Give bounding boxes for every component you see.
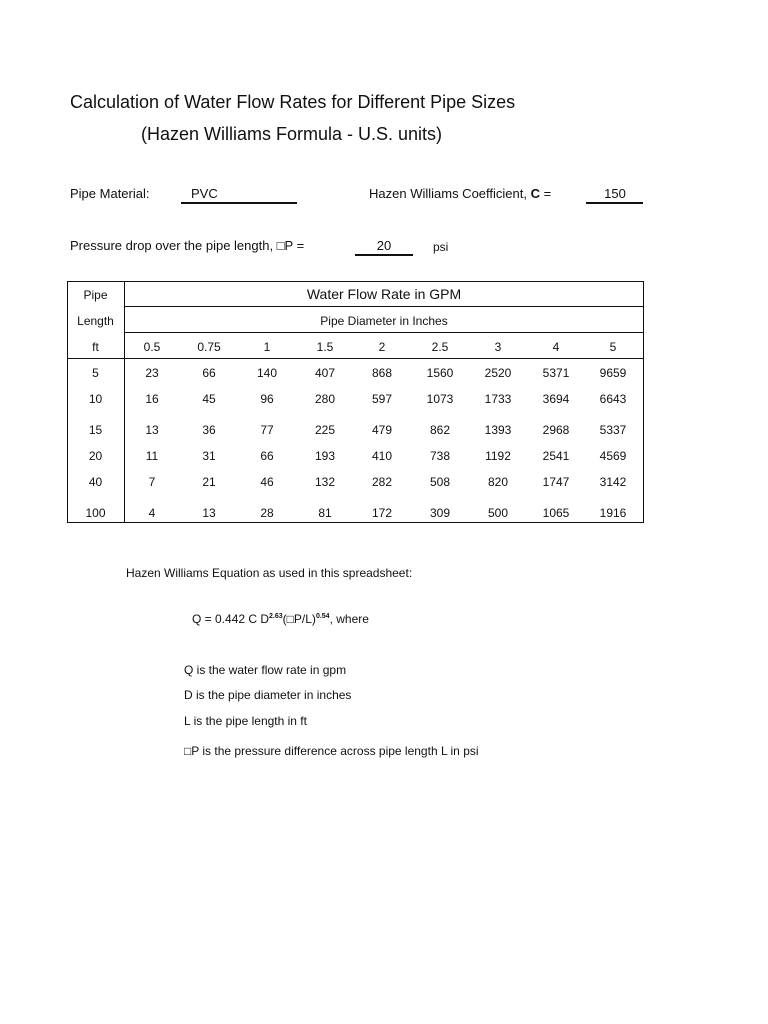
table-divider (124, 306, 644, 307)
pressure-drop-value[interactable]: 20 (376, 238, 392, 253)
diameter-header: 2.5 (431, 340, 449, 354)
main-header: Water Flow Rate in GPM (306, 286, 462, 302)
table-divider (67, 358, 644, 359)
flow-rate-cell: 31 (202, 449, 216, 463)
flow-rate-cell: 738 (429, 449, 451, 463)
pressure-drop-unit: psi (433, 240, 449, 254)
flow-rate-cell: 13 (202, 506, 216, 520)
flow-rate-cell: 862 (429, 423, 451, 437)
row-length: 20 (88, 449, 103, 463)
flow-rate-cell: 5371 (542, 366, 570, 380)
page-subtitle: (Hazen Williams Formula - U.S. units) (141, 124, 443, 144)
flow-rate-cell: 23 (145, 366, 159, 380)
flow-rate-cell: 309 (429, 506, 451, 520)
diameter-header: 1 (263, 340, 271, 354)
flow-rate-cell: 868 (371, 366, 393, 380)
flow-rate-cell: 410 (371, 449, 393, 463)
flow-rate-cell: 77 (260, 423, 274, 437)
row-length: 5 (92, 366, 99, 380)
coefficient-value[interactable]: 150 (604, 186, 626, 201)
flow-rate-cell: 1073 (426, 392, 454, 406)
flow-rate-cell: 11 (145, 449, 159, 463)
flow-rate-cell: 3142 (599, 475, 627, 489)
row-length: 40 (88, 475, 103, 489)
flow-rate-cell: 282 (371, 475, 393, 489)
diameter-header: 5 (609, 340, 617, 354)
diameter-header: 3 (494, 340, 502, 354)
diameter-header: 4 (552, 340, 560, 354)
flow-rate-cell: 508 (429, 475, 451, 489)
row-length: 100 (85, 506, 106, 520)
flow-rate-cell: 2520 (484, 366, 512, 380)
equation-intro: Hazen Williams Equation as used in this spreadsheet: (126, 566, 413, 580)
pressure-drop-label: Pressure drop over the pipe length, □P = (70, 238, 305, 253)
flow-rate-cell: 1560 (426, 366, 454, 380)
sub-header: Pipe Diameter in Inches (320, 314, 448, 328)
flow-rate-cell: 45 (202, 392, 216, 406)
page-title: Calculation of Water Flow Rates for Different Pipe Sizes (70, 92, 516, 112)
table-divider (124, 332, 644, 333)
flow-rate-cell: 407 (314, 366, 336, 380)
flow-rate-cell: 81 (318, 506, 332, 520)
row-length: 10 (88, 392, 103, 406)
coefficient-label: Hazen Williams Coefficient, C = (369, 186, 552, 201)
diameter-header: 0.75 (197, 340, 221, 354)
flow-rate-cell: 500 (487, 506, 509, 520)
pipe-material-value[interactable]: PVC (191, 186, 218, 201)
flow-rate-cell: 6643 (599, 392, 627, 406)
coefficient-underline (586, 202, 643, 204)
flow-rate-cell: 1065 (542, 506, 570, 520)
flow-rate-cell: 1733 (484, 392, 512, 406)
flow-rate-cell: 21 (202, 475, 216, 489)
definition-d: D is the pipe diameter in inches (184, 688, 352, 702)
row-length: 15 (88, 423, 103, 437)
row-header-pipe: Pipe (83, 288, 108, 302)
definition-l: L is the pipe length in ft (184, 714, 307, 728)
flow-rate-cell: 1192 (485, 449, 511, 463)
pipe-material-underline (181, 202, 297, 204)
flow-rate-cell: 140 (256, 366, 278, 380)
flow-rate-cell: 16 (145, 392, 159, 406)
flow-rate-cell: 1747 (542, 475, 570, 489)
flow-rate-cell: 3694 (542, 392, 570, 406)
pipe-material-label: Pipe Material: (70, 186, 150, 201)
definition-dp: □P is the pressure difference across pipe length L in psi (184, 744, 479, 758)
flow-rate-cell: 1393 (484, 423, 512, 437)
definition-q: Q is the water flow rate in gpm (184, 663, 347, 677)
flow-rate-cell: 28 (260, 506, 274, 520)
flow-rate-cell: 66 (202, 366, 216, 380)
flow-rate-cell: 7 (148, 475, 156, 489)
flow-rate-cell: 132 (314, 475, 336, 489)
flow-rate-cell: 46 (260, 475, 274, 489)
coefficient-symbol: C (530, 186, 540, 201)
flow-rate-cell: 193 (314, 449, 336, 463)
flow-rate-cell: 13 (145, 423, 159, 437)
flow-rate-cell: 96 (260, 392, 274, 406)
flow-rate-cell: 280 (314, 392, 336, 406)
flow-rate-cell: 4 (148, 506, 156, 520)
pressure-drop-underline (355, 254, 413, 256)
flow-rate-cell: 4569 (599, 449, 627, 463)
flow-rate-cell: 479 (371, 423, 393, 437)
flow-rate-cell: 597 (371, 392, 393, 406)
flow-rate-cell: 820 (487, 475, 509, 489)
flow-rate-cell: 172 (371, 506, 393, 520)
diameter-header: 1.5 (316, 340, 334, 354)
equation-formula: Q = 0.442 C $D^{2.63}(□P/L)^{0.54}$, where (192, 612, 369, 626)
flow-rate-cell: 2541 (542, 449, 570, 463)
row-header-ft: ft (92, 340, 99, 354)
flow-rate-cell: 1916 (599, 506, 627, 520)
flow-rate-cell: 36 (202, 423, 216, 437)
flow-rate-cell: 66 (260, 449, 274, 463)
flow-rate-cell: 5337 (599, 423, 627, 437)
diameter-header: 2 (378, 340, 386, 354)
diameter-header: 0.5 (143, 340, 161, 354)
flow-rate-cell: 2968 (542, 423, 570, 437)
row-header-length: Length (77, 314, 114, 328)
flow-rate-cell: 225 (314, 423, 336, 437)
flow-rate-cell: 9659 (599, 366, 627, 380)
